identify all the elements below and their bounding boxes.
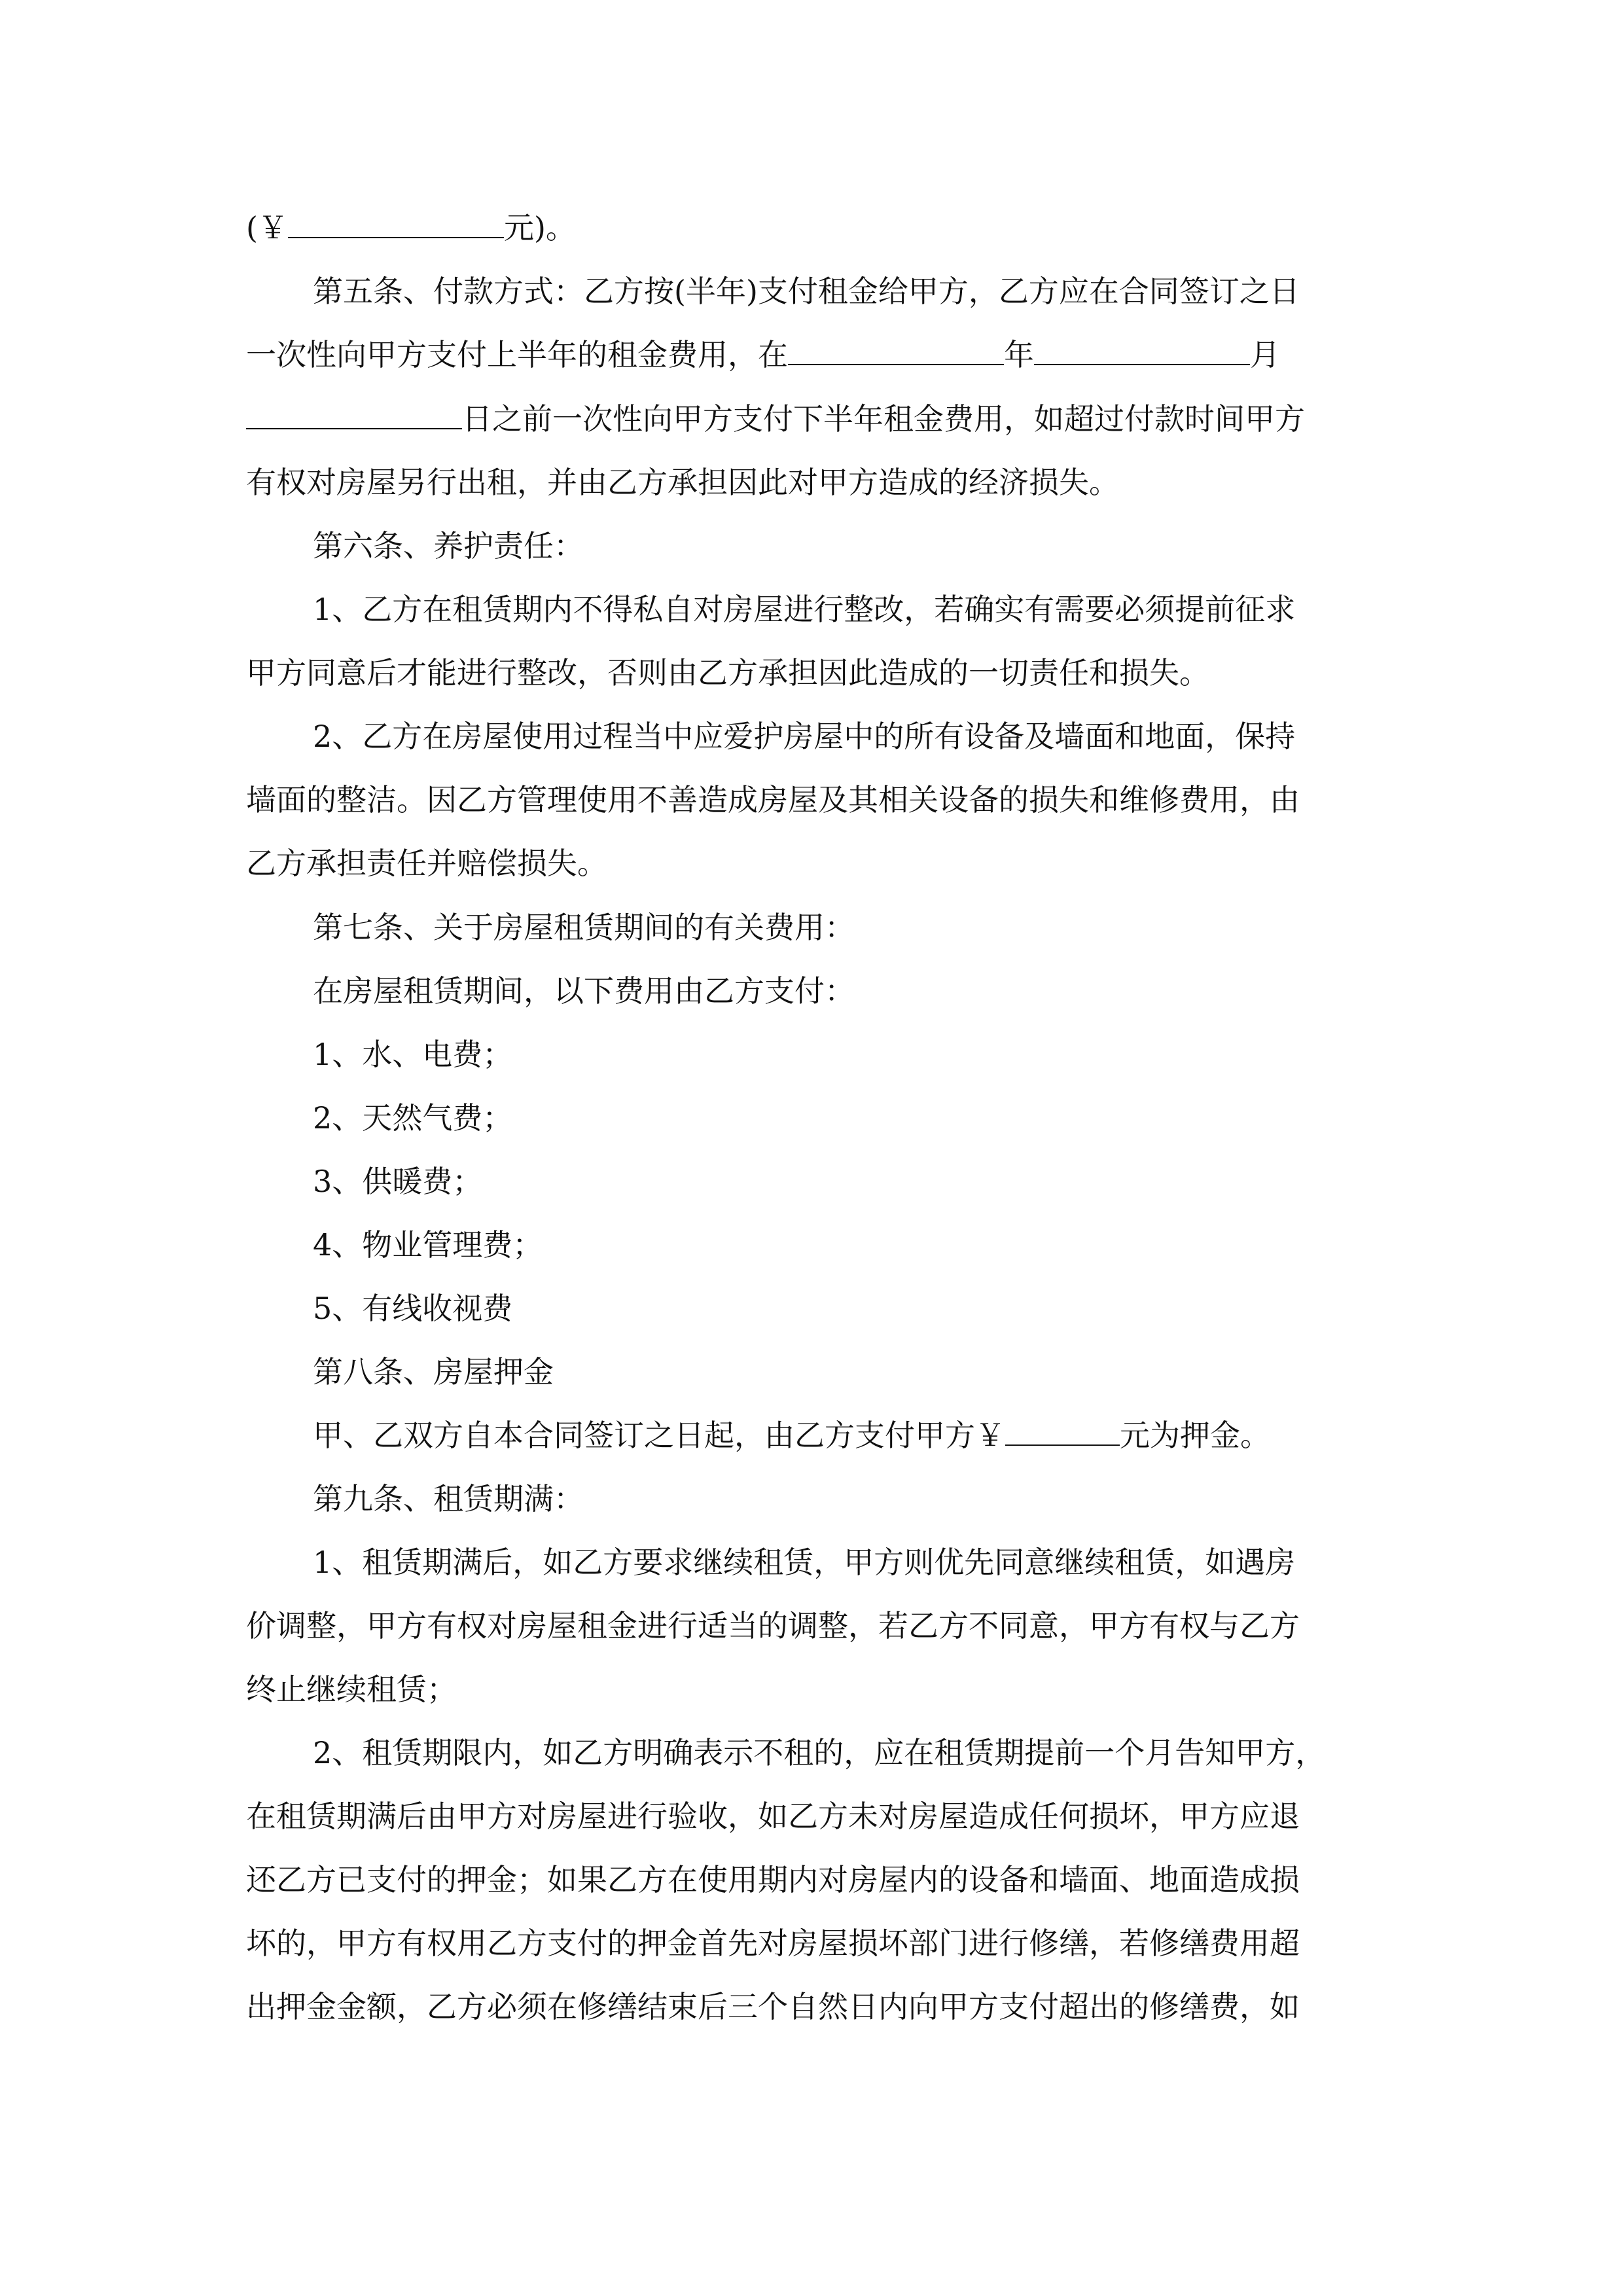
text-line (246, 399, 1305, 439)
text-line: 墙面的整洁。因乙方管理使用不善造成房屋及其相关设备的损失和维修费用，由 (246, 782, 1300, 817)
text-line (246, 208, 576, 247)
text-segment: 月 (1250, 337, 1280, 372)
fill-blank (246, 402, 462, 429)
clause-heading: 第八条、房屋押金 (313, 1354, 554, 1390)
text-line: 乙方承担责任并赔偿损失。 (246, 846, 607, 881)
text-line: 2、租赁期限内，如乙方明确表示不租的，应在租赁期提前一个月告知甲方， (313, 1735, 1326, 1770)
text-line: 1、乙方在租赁期内不得私自对房屋进行整改，若确实有需要必须提前征求 (313, 592, 1296, 627)
list-item: 3、供暖费； (313, 1164, 483, 1199)
fill-blank (788, 338, 1004, 365)
text-segment: 元)。 (503, 210, 576, 245)
text-line: 甲方同意后才能进行整改，否则由乙方承担因此造成的一切责任和损失。 (246, 655, 1209, 691)
clause-heading: 第九条、租赁期满： (313, 1481, 584, 1516)
text-segment: 甲、乙双方自本合同签订之日起，由乙方支付甲方￥ (313, 1418, 1005, 1453)
text-segment: (￥ (246, 210, 288, 245)
text-line: 有权对房屋另行出租，并由乙方承担因此对甲方造成的经济损失。 (246, 465, 1119, 500)
clause-heading: 第七条、关于房屋租赁期间的有关费用： (313, 910, 855, 945)
text-line: 价调整，甲方有权对房屋租金进行适当的调整，若乙方不同意，甲方有权与乙方 (246, 1608, 1300, 1643)
list-item: 1、水、电费； (313, 1037, 513, 1072)
text-line: 出押金金额，乙方必须在修缮结束后三个自然日内向甲方支付超出的修缮费，如 (246, 1989, 1300, 2024)
text-line: 终止继续租赁； (246, 1672, 457, 1707)
text-line: 在租赁期满后由甲方对房屋进行验收，如乙方未对房屋造成任何损坏，甲方应退 (246, 1799, 1300, 1834)
text-segment: 年 (1004, 337, 1034, 372)
list-item: 5、有线收视费 (313, 1291, 513, 1326)
fill-blank (1005, 1418, 1120, 1446)
list-item: 2、天然气费； (313, 1100, 513, 1136)
clause-heading: 第五条、付款方式：乙方按(半年)支付租金给甲方，乙方应在合同签订之日 (313, 274, 1300, 309)
text-segment: 元为押金。 (1120, 1418, 1270, 1453)
list-item: 4、物业管理费； (313, 1227, 543, 1263)
text-line: 2、乙方在房屋使用过程当中应爱护房屋中的所有设备及墙面和地面，保持 (313, 719, 1296, 754)
text-line: 1、租赁期满后，如乙方要求继续租赁，甲方则优先同意继续租赁，如遇房 (313, 1545, 1296, 1580)
fill-blank (288, 211, 504, 238)
fill-blank (1034, 338, 1250, 365)
text-line: 还乙方已支付的押金；如果乙方在使用期内对房屋内的设备和墙面、地面造成损 (246, 1862, 1300, 1897)
text-segment: 日之前一次性向甲方支付下半年租金费用，如超过付款时间甲方 (462, 401, 1305, 437)
text-line: 坏的，甲方有权用乙方支付的押金首先对房屋损坏部门进行修缮，若修缮费用超 (246, 1926, 1300, 1961)
text-line (313, 1416, 1270, 1455)
clause-heading: 第六条、养护责任： (313, 528, 584, 564)
text-line (246, 335, 1280, 374)
text-segment: 一次性向甲方支付上半年的租金费用，在 (246, 337, 788, 372)
text-line: 在房屋租赁期间，以下费用由乙方支付： (313, 973, 855, 1009)
